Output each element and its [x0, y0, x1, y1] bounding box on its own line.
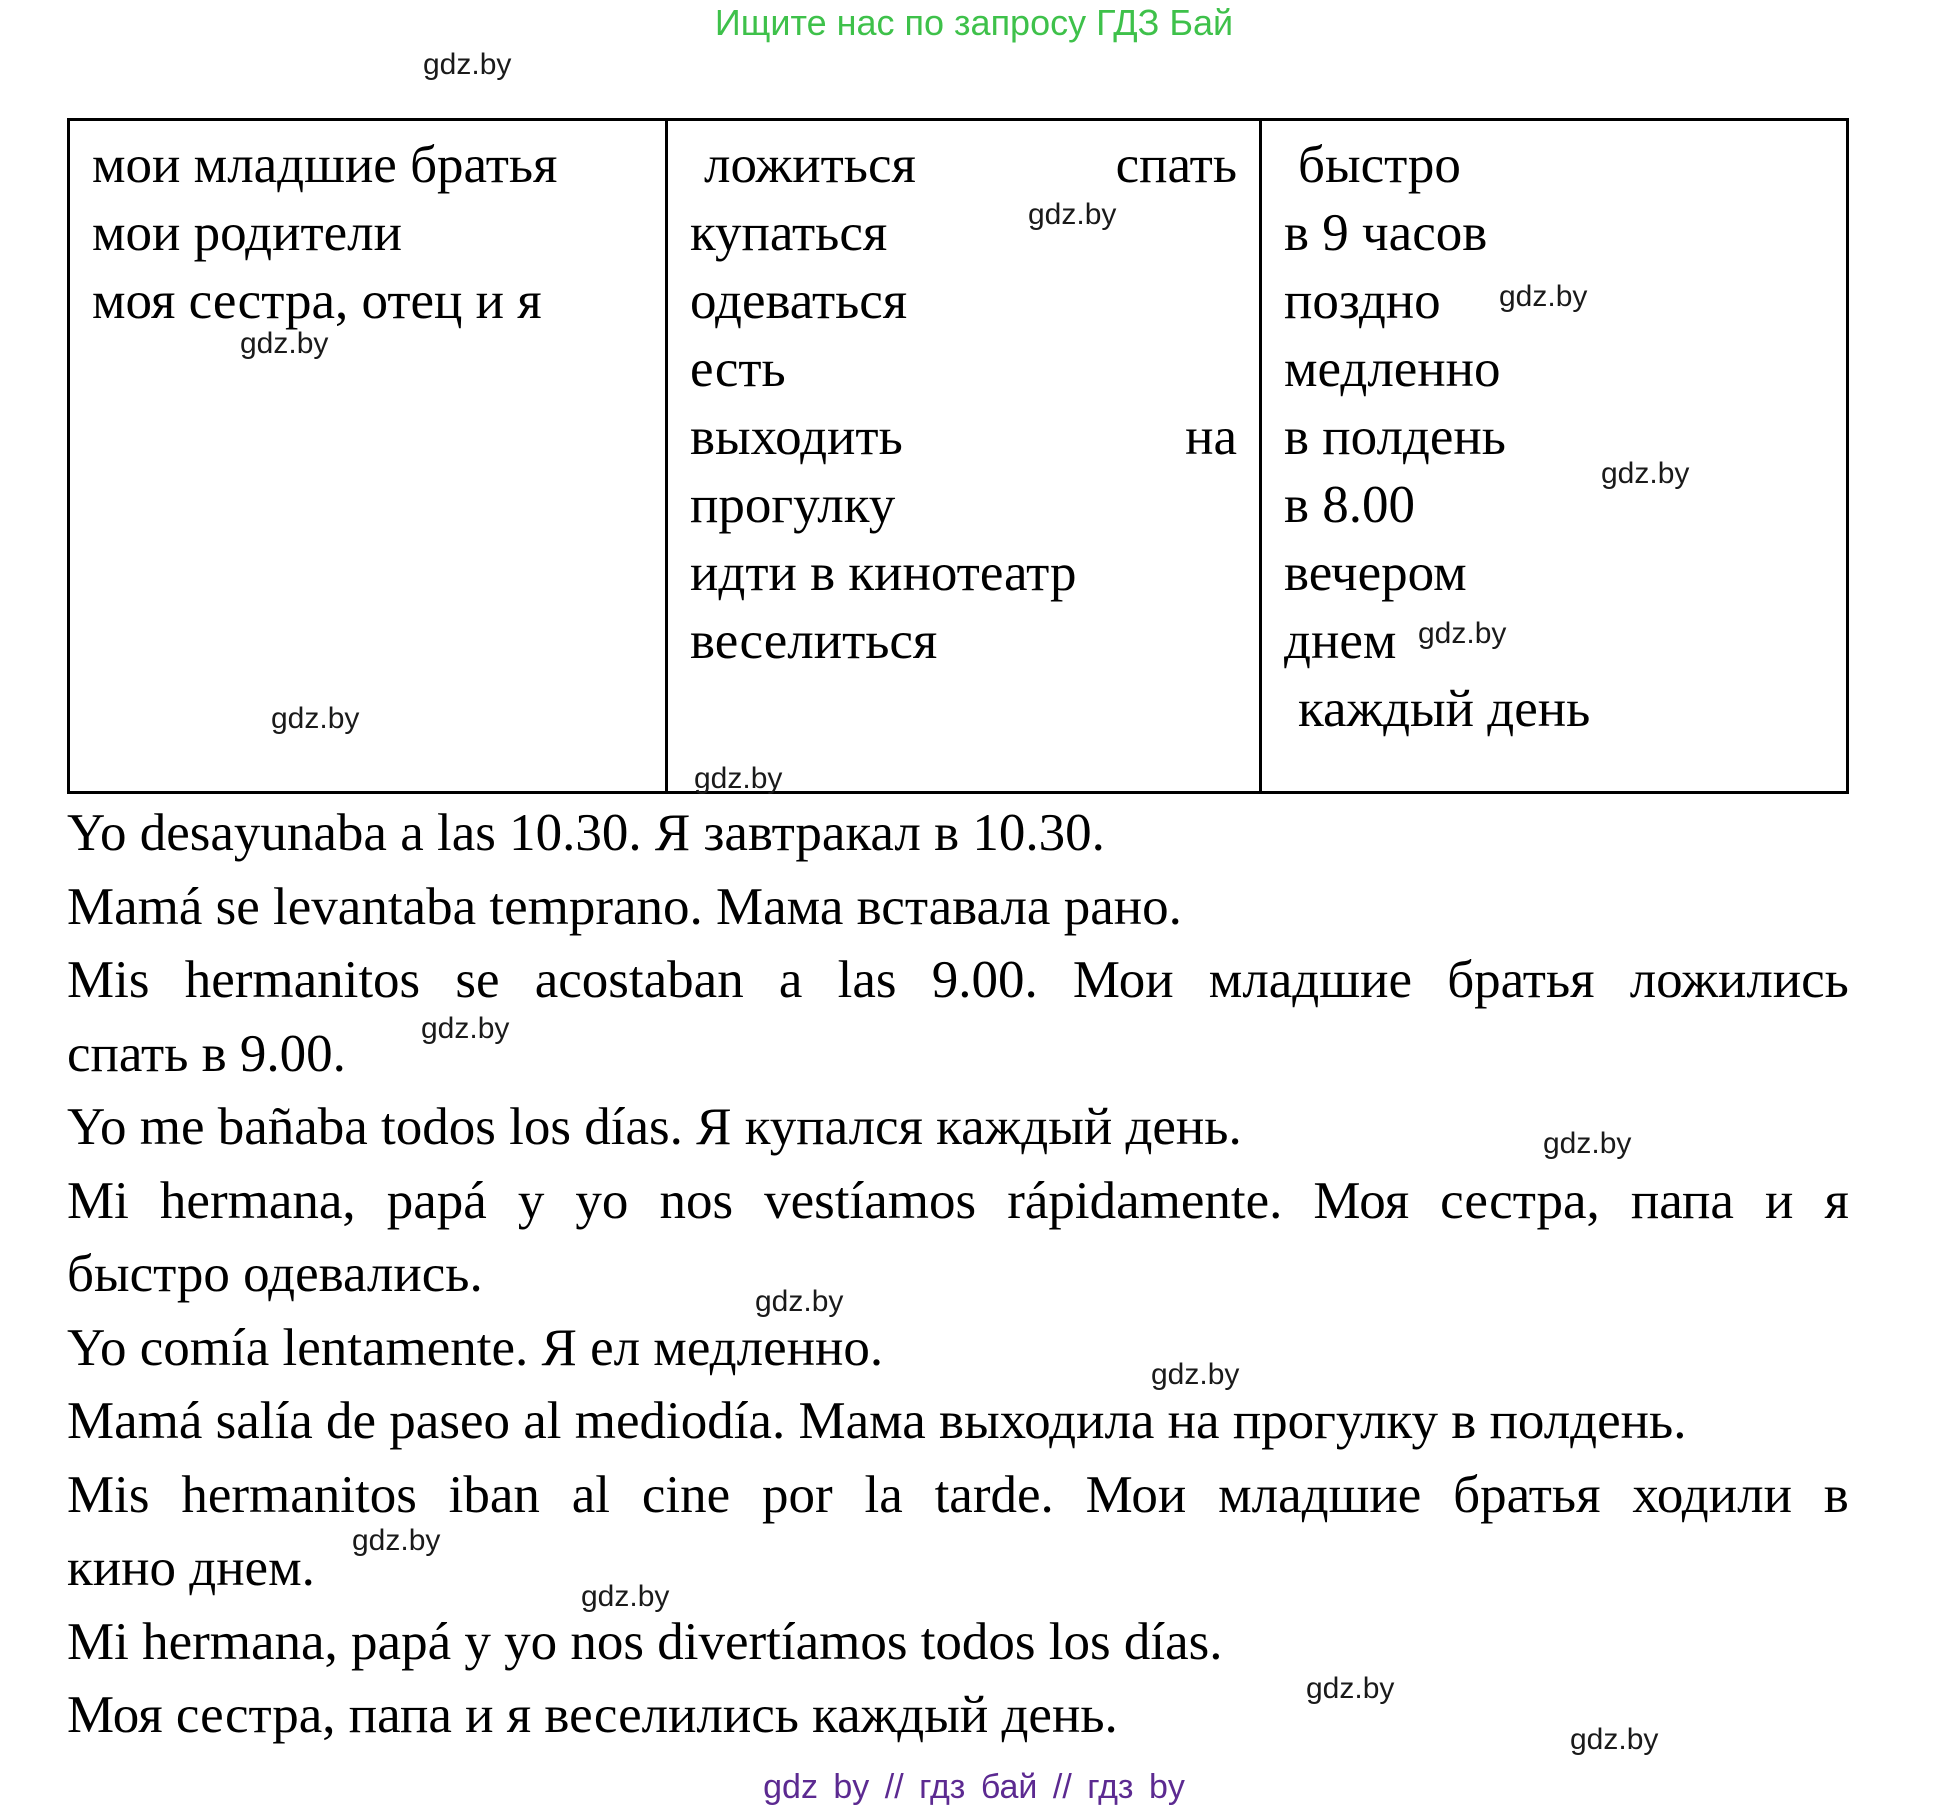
sentence-word: por — [761, 1465, 833, 1524]
sentence-line: Yo comía lentamente. Я ел медленно. — [67, 1318, 884, 1377]
sentences-block — [67, 797, 1849, 1753]
table-cell: быстро — [1298, 136, 1461, 194]
sentence-word: Мои — [1085, 1465, 1187, 1524]
sentence-word: сестра, — [1440, 1171, 1600, 1230]
sentence-word: младшие — [1208, 951, 1412, 1009]
table-cell: мои младшие братья — [92, 136, 558, 194]
sentence-word: yo — [575, 1171, 629, 1230]
table-cell: мои родители — [92, 204, 402, 262]
watermark: gdz.by — [1499, 280, 1588, 313]
sentence-line — [67, 1459, 1849, 1533]
watermark: gdz.by — [1028, 198, 1117, 231]
sentence-word: al — [571, 1465, 611, 1524]
watermark: gdz.by — [1570, 1723, 1659, 1756]
sentence-word: и — [1765, 1171, 1794, 1230]
sentence-line: кино днем. — [67, 1539, 315, 1597]
sentence-line: Yo me bañaba todos los días. Я купался каждый день. — [67, 1098, 1242, 1156]
sentence-word: las — [837, 951, 897, 1009]
sentence-word: ложились — [1629, 951, 1849, 1009]
sentence-word: Мои — [1072, 951, 1174, 1009]
watermark: gdz.by — [755, 1285, 844, 1318]
sentence-word: 9.00. — [931, 951, 1038, 1009]
sentence-word: hermanitos — [181, 1465, 417, 1524]
sentence-word: hermanitos — [184, 951, 421, 1009]
table-cell: идти в кинотеатр — [690, 544, 1077, 602]
table-cell: в полдень — [1284, 408, 1506, 466]
sentence-word: ходили — [1632, 1465, 1792, 1524]
watermark: gdz.by — [423, 48, 512, 81]
sentence-line: Mi hermana, papá y yo nos divertíamos todos los días. — [67, 1612, 1223, 1671]
vocabulary-table — [67, 118, 1849, 794]
watermark: gdz.by — [240, 327, 329, 360]
sentence-line: Моя сестра, папа и я веселились каждый день. — [67, 1686, 1118, 1744]
sentence-word: vestíamos — [764, 1171, 977, 1230]
sentence-word: la — [864, 1465, 903, 1524]
adverbs-column — [1259, 121, 1846, 791]
sentence-word: cine — [641, 1465, 731, 1524]
table-cell — [690, 131, 1237, 199]
table-cell: в 8.00 — [1284, 476, 1416, 534]
table-cell: в 9 часов — [1284, 204, 1488, 262]
sentence-word: младшие — [1218, 1465, 1422, 1524]
sentence-word: папа — [1630, 1171, 1734, 1230]
sentence-word: Mis — [67, 951, 150, 1009]
sentence-word: tarde. — [934, 1465, 1054, 1524]
table-cell: днем — [1284, 612, 1397, 670]
table-cell: вечером — [1284, 544, 1467, 602]
watermark: gdz.by — [581, 1580, 670, 1613]
table-cell: есть — [690, 340, 786, 398]
sentence-word: papá — [386, 1171, 487, 1230]
table-cell: каждый день — [1298, 680, 1591, 738]
watermark: gdz.by — [271, 702, 360, 735]
sentence-word: a — [778, 951, 803, 1009]
sentence-word: acostaban — [534, 951, 744, 1009]
table-cell: одеваться — [690, 272, 908, 330]
sentence-line: Mamá se levantaba temprano. Мама вставала рано. — [67, 877, 1182, 936]
sentence-line: быстро одевались. — [67, 1245, 483, 1303]
watermark: gdz.by — [1601, 457, 1690, 490]
top-banner: Ищите нас по запросу ГДЗ Бай — [714, 2, 1234, 43]
watermark: gdz.by — [1151, 1358, 1240, 1391]
table-word: выходить — [690, 408, 903, 466]
table-cell: моя сестра, отец и я — [92, 272, 542, 330]
sentence-word: Моя — [1313, 1171, 1410, 1230]
table-cell: веселиться — [690, 612, 938, 670]
sentence-word: se — [455, 951, 500, 1009]
sentence-word: в — [1823, 1465, 1849, 1524]
watermark: gdz.by — [421, 1012, 510, 1045]
sentence-word: я — [1824, 1171, 1849, 1230]
table-word: ложиться — [704, 136, 916, 194]
sentence-word: братья — [1453, 1465, 1601, 1524]
subjects-column — [70, 121, 665, 791]
table-cell: купаться — [690, 204, 888, 262]
table-cell — [690, 403, 1237, 471]
sentence-line: Yo desayunaba a las 10.30. Я завтракал в 10.30. — [67, 804, 1105, 862]
table-word: на — [1185, 408, 1237, 466]
table-cell: медленно — [1284, 340, 1501, 398]
sentence-line — [67, 1165, 1849, 1239]
table-cell: прогулку — [690, 476, 896, 534]
table-cell: поздно — [1284, 272, 1441, 330]
watermark: gdz.by — [694, 762, 783, 795]
sentence-line — [67, 944, 1849, 1018]
sentence-word: Mis — [67, 1465, 150, 1524]
footer-links: gdz by // гдз бай // гдз by — [763, 1768, 1185, 1806]
watermark: gdz.by — [1306, 1672, 1395, 1705]
sentence-word: nos — [659, 1171, 734, 1230]
table-word: спать — [1115, 136, 1237, 194]
verbs-column — [665, 121, 1259, 791]
watermark: gdz.by — [1543, 1127, 1632, 1160]
watermark: gdz.by — [1418, 617, 1507, 650]
sentence-word: rápidamente. — [1007, 1171, 1283, 1230]
sentence-word: y — [517, 1171, 545, 1230]
sentence-word: Mi — [67, 1171, 129, 1230]
sentence-line: спать в 9.00. — [67, 1024, 346, 1083]
sentence-word: hermana, — [159, 1171, 356, 1230]
sentence-word: iban — [448, 1465, 540, 1524]
sentence-word: братья — [1447, 951, 1595, 1009]
watermark: gdz.by — [352, 1524, 441, 1557]
sentence-line: Mamá salía de paseo al mediodía. Мама выходила на прогулку в полдень. — [67, 1392, 1687, 1450]
